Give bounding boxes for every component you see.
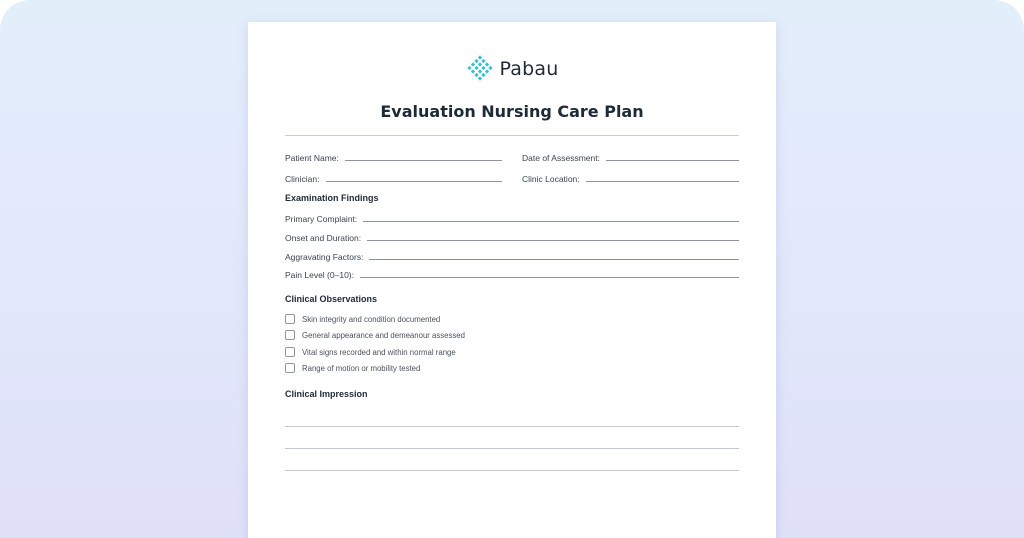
observation-item[interactable] [285, 330, 465, 340]
checkbox-label: Vital signs recorded and within normal range [302, 347, 456, 357]
observation-item[interactable] [285, 363, 420, 373]
brand-logo [248, 54, 776, 84]
observation-item[interactable] [285, 347, 456, 357]
diamond-dots-logo-icon [466, 55, 494, 83]
checkbox[interactable] [285, 330, 295, 340]
primary-complaint-field[interactable] [285, 212, 739, 224]
entry-line [360, 277, 739, 278]
entry-line [345, 160, 502, 161]
entry-line [586, 181, 739, 182]
field-label: Date of Assessment: [522, 153, 600, 163]
title-divider [285, 135, 739, 136]
form-title: Evaluation Nursing Care Plan [380, 102, 644, 121]
onset-duration-field[interactable] [285, 231, 739, 243]
aggravating-factors-field[interactable] [285, 250, 739, 262]
brand-name: Pabau [499, 58, 559, 80]
entry-line [363, 221, 739, 222]
checkbox-label: Range of motion or mobility tested [302, 363, 421, 373]
checkbox[interactable] [285, 363, 295, 373]
clinical-observations-heading: Clinical Observations [285, 294, 378, 304]
field-label: Pain Level (0–10): [285, 270, 354, 280]
observation-item[interactable] [285, 314, 440, 324]
field-label: Patient Name: [285, 153, 339, 163]
entry-line [367, 240, 739, 241]
checkbox-label: Skin integrity and condition documented [302, 314, 441, 324]
form-sheet [248, 22, 776, 538]
clinic-location-field[interactable] [522, 172, 739, 184]
clinician-field[interactable] [285, 172, 502, 184]
pain-level-field[interactable] [285, 268, 739, 280]
field-label: Onset and Duration: [285, 233, 362, 243]
checkbox[interactable] [285, 314, 295, 324]
clinical-impression-heading: Clinical Impression [285, 389, 368, 399]
date-of-assessment-field[interactable] [522, 151, 739, 163]
impression-writing-line[interactable] [285, 426, 739, 427]
field-label: Clinician: [285, 174, 320, 184]
field-label: Clinic Location: [522, 174, 580, 184]
checkbox[interactable] [285, 347, 295, 357]
impression-writing-line[interactable] [285, 448, 739, 449]
field-label: Aggravating Factors: [285, 252, 364, 262]
checkbox-label: General appearance and demeanour assessed [302, 330, 465, 340]
field-label: Primary Complaint: [285, 214, 358, 224]
impression-writing-line[interactable] [285, 470, 739, 471]
examination-findings-heading: Examination Findings [285, 193, 379, 203]
patient-name-field[interactable] [285, 151, 502, 163]
entry-line [606, 160, 739, 161]
entry-line [326, 181, 503, 182]
entry-line [369, 259, 739, 260]
